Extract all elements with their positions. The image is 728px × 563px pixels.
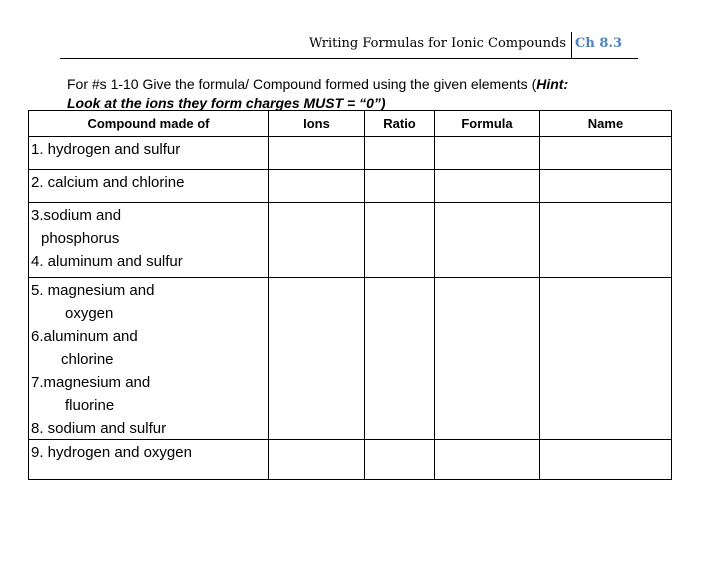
- formula-cell[interactable]: [435, 203, 540, 278]
- col-header-formula: Formula: [435, 111, 540, 137]
- name-cell[interactable]: [540, 203, 672, 278]
- ratio-cell[interactable]: [365, 440, 435, 480]
- table-row: [29, 440, 672, 480]
- ions-cell[interactable]: [269, 203, 365, 278]
- compound-text: oxygen: [65, 305, 114, 322]
- formula-cell[interactable]: [435, 440, 540, 480]
- name-cell[interactable]: [540, 137, 672, 170]
- formula-cell[interactable]: [435, 278, 540, 440]
- compound-cell: [29, 203, 269, 278]
- name-cell[interactable]: [540, 278, 672, 440]
- compound-cell: [29, 278, 269, 440]
- compound-text: phosphorus: [41, 230, 120, 247]
- header-divider: [571, 32, 572, 58]
- compound-text: 8. sodium and sulfur: [31, 420, 167, 437]
- ions-cell[interactable]: [269, 170, 365, 203]
- compound-text: 3.sodium and: [31, 207, 122, 224]
- table-row: [29, 278, 672, 440]
- compound-text: 2. calcium and chlorine: [31, 174, 185, 191]
- formula-cell[interactable]: [435, 170, 540, 203]
- table-row: [29, 170, 672, 203]
- table-header-row: [29, 111, 672, 137]
- ratio-cell[interactable]: [365, 278, 435, 440]
- formula-cell[interactable]: [435, 137, 540, 170]
- worksheet-table: [28, 110, 672, 480]
- compound-cell: [29, 170, 269, 203]
- col-header-ratio: Ratio: [365, 111, 435, 137]
- ratio-cell[interactable]: [365, 203, 435, 278]
- col-header-ions: Ions: [269, 111, 365, 137]
- compound-text: 7.magnesium and: [31, 374, 151, 391]
- ratio-cell[interactable]: [365, 137, 435, 170]
- ions-cell[interactable]: [269, 137, 365, 170]
- compound-text: 4. aluminum and sulfur: [31, 253, 183, 270]
- chapter-label: Ch 8.3: [575, 36, 622, 51]
- compound-text: 6.aluminum and: [31, 328, 138, 345]
- compound-text: chlorine: [61, 351, 114, 368]
- compound-cell: [29, 440, 269, 480]
- col-header-compound: Compound made of: [29, 111, 269, 137]
- compound-text: 9. hydrogen and oxygen: [31, 444, 192, 461]
- name-cell[interactable]: [540, 440, 672, 480]
- table-row: [29, 137, 672, 170]
- ions-cell[interactable]: [269, 278, 365, 440]
- name-cell[interactable]: [540, 170, 672, 203]
- instructions-text: For #s 1-10 Give the formula/ Compound formed using the given elements (: [67, 76, 537, 92]
- compound-text: 1. hydrogen and sulfur: [31, 141, 181, 158]
- compound-text: fluorine: [65, 397, 115, 414]
- table-row: [29, 203, 672, 278]
- ratio-cell[interactable]: [365, 170, 435, 203]
- compound-cell: [29, 137, 269, 170]
- instructions: [67, 75, 667, 113]
- compound-text: 5. magnesium and: [31, 282, 155, 299]
- page-header: [60, 28, 638, 59]
- hint-label: Hint:: [536, 76, 569, 92]
- ions-cell[interactable]: [269, 440, 365, 480]
- hint-text: Look at the ions they form charges MUST = “0”): [67, 95, 386, 111]
- worksheet-title: Writing Formulas for Ionic Compounds: [309, 36, 566, 51]
- col-header-name: Name: [540, 111, 672, 137]
